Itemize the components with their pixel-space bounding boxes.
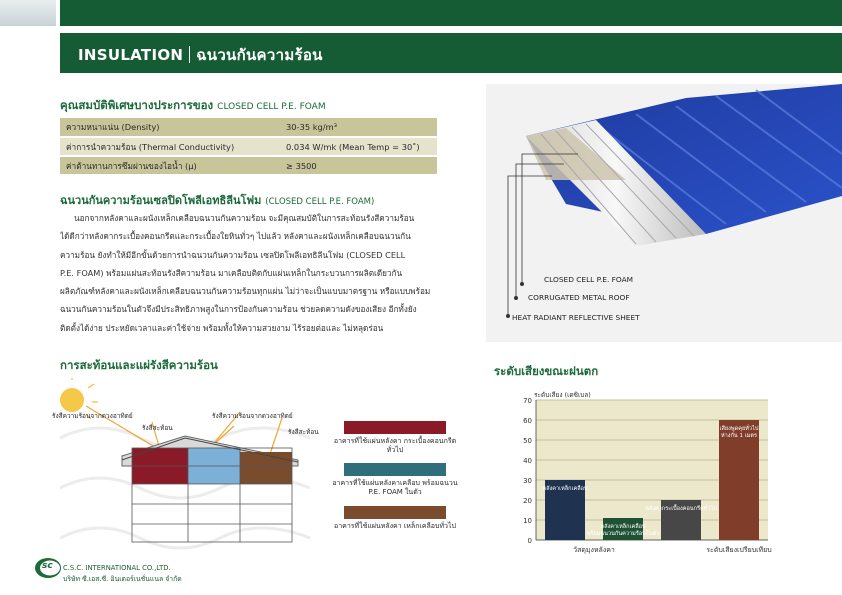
insulation-heading <box>60 191 374 209</box>
paragraph-line: ได้ดีกว่าหลังคากระเบื้องคอนกรีตและกระเบื้องใยหินทั่วๆ ไปแล้ว หลังคาและผนังเหล็กเคลือบฉนวนกัน <box>60 231 411 242</box>
table-row <box>60 137 437 156</box>
logo-text: sc <box>42 561 53 571</box>
insulation-heading-en: (CLOSED CELL P.E. FOAM) <box>265 197 375 207</box>
paragraph-line: ติดตั้งได้ง่าย ประหยัดเวลาและค่าใช้จ่าย พร้อมทั้งให้ความสวยงาม ไร้รอยต่อและ ไม่หลุดร่อน <box>60 322 384 333</box>
label-sun-heat-2: รังสีความร้อนจากดวงอาทิตย์ <box>212 412 293 420</box>
paragraph-line: ผลิตภัณฑ์หลังคาและผนังเหล็กเคลือบฉนวนกันความร้อนทุกแผ่น ไม่ว่าจะเป็นแบบมาตรฐาน หรือแบบพร้อม <box>60 286 431 297</box>
house-illustration <box>60 378 310 554</box>
legend-swatch-concrete <box>344 421 446 434</box>
label-sun-heat-1: รังสีความร้อนจากดวงอาทิตย์ <box>52 412 133 420</box>
table-cell-label: ค่าการนำความร้อน (Thermal Conductivity) <box>60 137 280 156</box>
title-th: ฉนวนกันความร้อน <box>196 46 323 64</box>
properties-heading-en: CLOSED CELL P.E. FOAM <box>217 102 326 112</box>
properties-heading-th: คุณสมบัติพิเศษบางประการของ <box>60 98 214 112</box>
y-tick-label: 60 <box>523 417 532 425</box>
y-axis-label: ระดับเสียง (เดซิเบล) <box>534 391 591 399</box>
table-cell-label: ความหนาแน่น (Density) <box>60 118 280 137</box>
label-metal-roof: CORRUGATED METAL ROOF <box>528 293 630 302</box>
label-reflect-2: รังสีสะท้อน <box>288 428 319 436</box>
properties-heading <box>60 97 326 115</box>
paragraph-line: นอกจากหลังคาและผนังเหล็กเคลือบฉนวนกันความร้อน จะมีคุณสมบัติในการสะท้อนรังสีความร้อน <box>74 213 415 223</box>
noise-bar-chart <box>500 386 785 558</box>
label-reflect-1: รังสีสะท้อน <box>142 424 173 432</box>
table-row <box>60 118 437 137</box>
paragraph-line: P.E. FOAM) พร้อมแผ่นสะท้อนรังสีความร้อน มาเคลือบติดกับแผ่นเหล็กในกระบวนการผลิตเดียวกัน <box>60 267 403 278</box>
table-cell-value: ≥ 3500 <box>280 156 437 175</box>
y-tick-label: 10 <box>523 517 532 525</box>
title-divider <box>189 46 190 63</box>
legend-swatch-pe-foam <box>344 463 446 476</box>
title-en: INSULATION <box>78 46 184 64</box>
bar-label: พร้อมฉนวนกันความร้อนในตัว <box>586 531 660 537</box>
house-diagram <box>52 378 319 554</box>
table-cell-value: 0.034 W/mk (Mean Temp = 30˚) <box>280 137 437 156</box>
y-tick-label: 0 <box>527 537 532 545</box>
legend-text-concrete: อาคารที่ใช้แผ่นหลังคา กระเบื้องคอนกรีตทั่วไป <box>333 437 457 454</box>
x-axis-label-compare: ระดับเสียงเปรียบเทียบ <box>706 546 772 554</box>
bar-label: ห่างกัน 1 เมตร <box>720 433 758 439</box>
y-tick-label: 40 <box>523 457 532 465</box>
y-tick-label: 70 <box>523 397 532 405</box>
bar-label: หลังคาเหล็กเคลือบ <box>600 524 646 530</box>
top-banner <box>60 0 842 26</box>
company-name-en: C.S.C. INTERNATIONAL CO.,LTD. <box>63 564 171 572</box>
y-tick-label: 50 <box>523 437 532 445</box>
bar-label: เสียงพูดคุยทั่วไป <box>719 426 759 432</box>
properties-table <box>60 118 437 176</box>
insulation-heading-th: ฉนวนกันความร้อนเซลปิดโพลีเอทธิลีนโฟม <box>60 194 262 207</box>
y-tick-label: 30 <box>523 477 532 485</box>
paragraph-line: ความร้อน ยังทำให้มีอีกขั้นด้วยการนำฉนวนกันความร้อน เซลปิดโพลีเอทธิลีนโฟม (CLOSED CELL <box>60 249 406 260</box>
legend-swatch-metal <box>344 506 446 519</box>
table-cell-label: ค่าต้านทานการซึมผ่านของไอน้ำ (μ) <box>60 156 280 175</box>
roof-cross-section-image <box>486 84 842 342</box>
paragraph-line: ฉนวนกันความร้อนในตัวจึงมีประสิทธิภาพสูงในการป้องกันความร้อน ช่วยลดความดังของเสียง อีกทั้งยัง <box>60 304 417 315</box>
insulation-paragraph <box>60 209 438 337</box>
roof-illustration <box>486 84 842 342</box>
table-cell-value: 30-35 kg/m³ <box>280 118 437 137</box>
y-tick-label: 20 <box>523 497 532 505</box>
x-axis-label-materials: วัสดุมุงหลังคา <box>573 546 615 554</box>
reflection-heading: การสะท้อนและแผ่รังสีความร้อน <box>60 358 218 372</box>
legend-text-pe-foam: อาคารที่ใช้แผ่นหลังคาเคลือบ พร้อมฉนวน P.E. FOAM ในตัว <box>332 479 458 496</box>
page-title <box>78 43 323 67</box>
legend-text-metal: อาคารที่ใช้แผ่นหลังคา เหล็กเคลือบทั่วไป <box>334 522 456 530</box>
noise-heading: ระดับเสียงขณะฝนตก <box>494 364 599 378</box>
label-foam: CLOSED CELL P.E. FOAM <box>544 275 634 284</box>
company-name-th: บริษัท ซี.เอส.ซี. อินเตอร์เนชั่นแนล จำกัด <box>63 575 182 583</box>
label-reflective-sheet: HEAT RADIANT REFLECTIVE SHEET <box>512 313 640 322</box>
bar-label: หลังคากระเบื้องคอนกรีตทั่วไป <box>645 506 717 512</box>
corner-swatch <box>0 0 56 26</box>
table-row <box>60 156 437 175</box>
bar-label: หลังคาเหล็กเคลือบ <box>542 486 588 492</box>
company-logo <box>34 556 62 580</box>
